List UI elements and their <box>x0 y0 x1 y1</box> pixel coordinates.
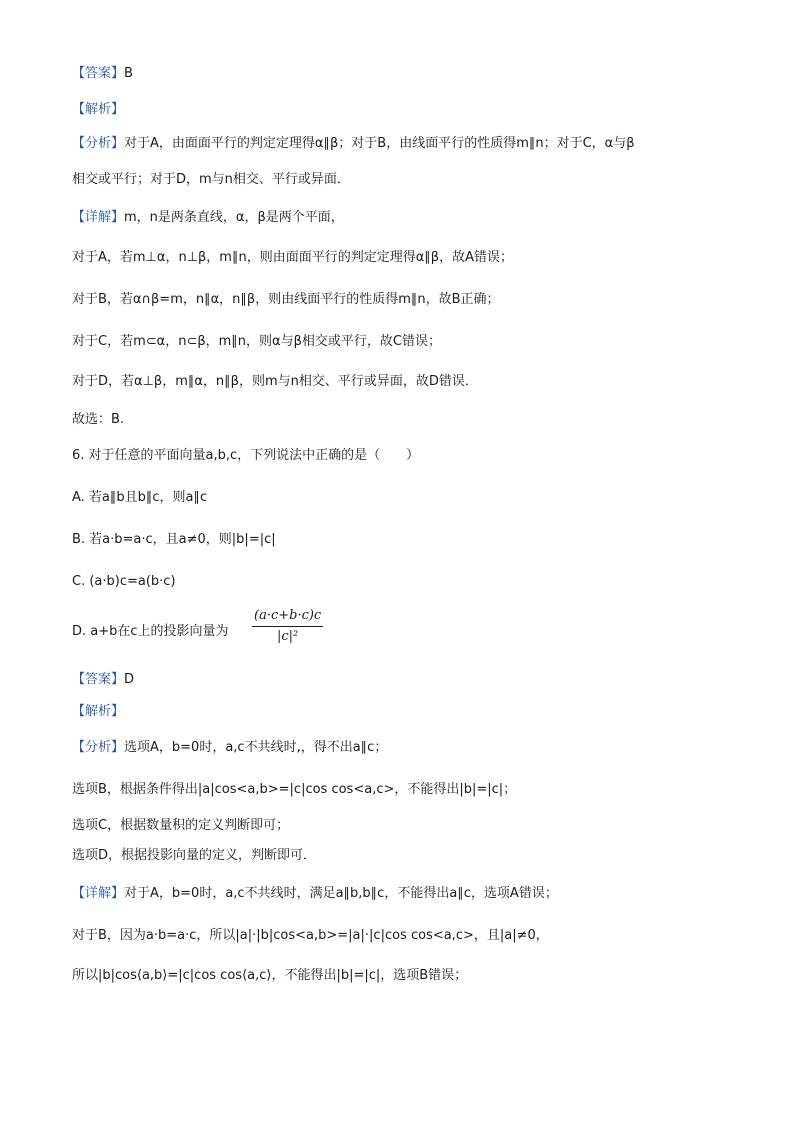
q6-detail-b2: 所以|b|cos⟨a,b⟩=|c|cos cos⟨a,c⟩，不能得出|b|=|c|，选项B错误； <box>72 968 468 983</box>
fenxi-text: 对于A，由面面平行的判定定理得α∥β；对于B，由线面平行的性质得m∥n；对于C，α与β <box>124 136 635 151</box>
answer-tag: 【答案】 <box>72 66 125 81</box>
q5-detail-d: 对于D，若α⊥β，m∥α，n∥β，则m与n相交、平行或异面，故D错误． <box>72 374 478 389</box>
detail-a-text: 对于A，b=0时，a,c不共线时，满足a∥b,b∥c，不能得出a∥c，选项A错误； <box>124 886 558 901</box>
analysis-tag: 【解析】 <box>72 704 125 719</box>
q6-fenxi-b: 选项B，根据条件得出|a|cos<a,b>=|c|cos cos<a,c>，不能得出|b|=|c|； <box>72 782 517 797</box>
q6-option-c: C. (a·b)c=a(b·c) <box>72 574 176 589</box>
detail-tag: 【详解】 <box>72 886 125 901</box>
q6-analysis-line <box>72 702 124 722</box>
answer-value: D <box>124 672 135 687</box>
q6-option-b: B. 若a·b=a·c，且a≠0，则|b|=|c| <box>72 532 276 547</box>
q5-analysis-line <box>72 100 124 120</box>
answer-tag: 【答案】 <box>72 672 125 687</box>
fraction-numerator: (a·c+b·c)c <box>252 606 323 627</box>
fenxi-a-text: 选项A，b=0时，a,c不共线时,，得不出a∥c； <box>124 740 388 755</box>
q5-fenxi-line2: 相交或平行；对于D，m与n相交、平行或异面． <box>72 172 350 187</box>
q5-fenxi-line1 <box>72 134 635 154</box>
q5-choose: 故选：B. <box>72 412 125 427</box>
q6-option-d: D. a+b在c上的投影向量为 <box>72 624 229 639</box>
q6-option-a: A. 若a∥b且b∥c，则a∥c <box>72 490 208 505</box>
fenxi-tag: 【分析】 <box>72 740 125 755</box>
detail-intro-text: m，n是两条直线，α，β是两个平面， <box>124 210 344 225</box>
fenxi-tag: 【分析】 <box>72 136 125 151</box>
analysis-tag: 【解析】 <box>72 102 125 117</box>
q5-detail-intro <box>72 208 344 228</box>
q6-detail-a <box>72 884 558 904</box>
q5-detail-b: 对于B，若α∩β=m，n∥α，n∥β，则由线面平行的性质得m∥n，故B正确； <box>72 292 500 307</box>
q6-answer-line <box>72 670 134 690</box>
fraction-denominator: |c|² <box>276 629 299 644</box>
answer-value: B <box>124 66 133 81</box>
q6-fenxi-a <box>72 738 387 758</box>
q6-fenxi-d: 选项D，根据投影向量的定义，判断即可． <box>72 848 317 863</box>
q6-fenxi-c: 选项C，根据数量积的定义判断即可； <box>72 818 290 833</box>
q6-stem: 6. 对于任意的平面向量a,b,c，下列说法中正确的是（ ） <box>72 448 420 463</box>
q5-detail-c: 对于C，若m⊂α，n⊂β，m∥n，则α与β相交或平行，故C错误； <box>72 334 441 349</box>
q6-detail-b1: 对于B，因为a·b=a·c，所以|a|·|b|cos<a,b>=|a|·|c|cos cos<a,c>，且|a|≠0， <box>72 928 549 943</box>
detail-tag: 【详解】 <box>72 210 125 225</box>
q5-answer-line <box>72 64 133 84</box>
projection-fraction <box>252 606 323 647</box>
q5-detail-a: 对于A，若m⊥α，n⊥β，m∥n，则由面面平行的判定定理得α∥β，故A错误； <box>72 250 513 265</box>
